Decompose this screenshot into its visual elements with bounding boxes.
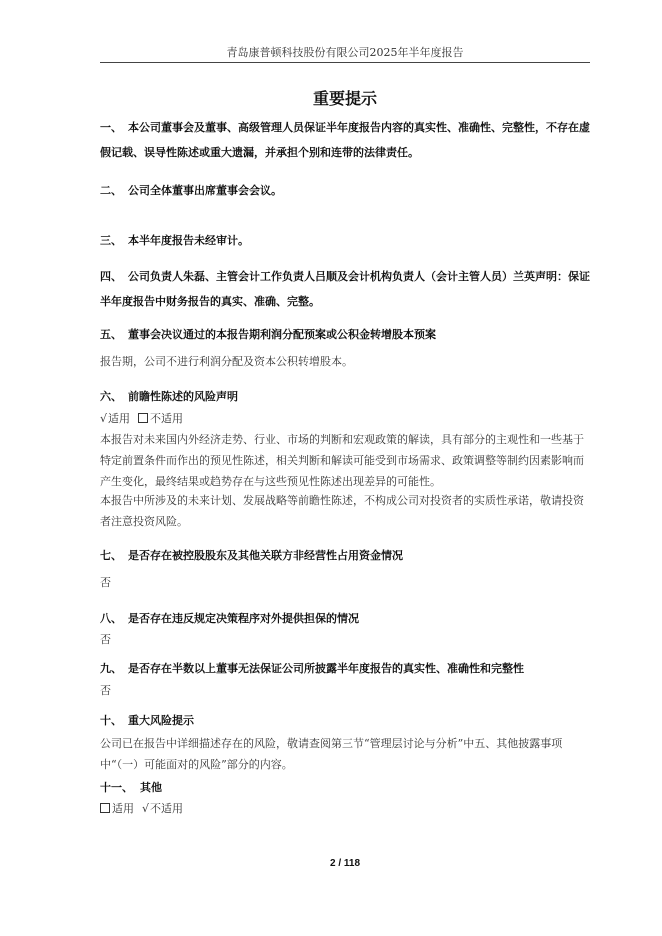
applicable-label: 适用 bbox=[108, 412, 131, 425]
section-3 bbox=[100, 228, 590, 253]
section-6-applicability bbox=[100, 409, 590, 429]
section-6-heading-text: 前瞻性陈述的风险声明 bbox=[128, 390, 238, 403]
section-10-heading-text: 重大风险提示 bbox=[128, 714, 194, 727]
section-10-heading bbox=[100, 708, 590, 733]
running-header: 青岛康普顿科技股份有限公司2025年半年度报告 bbox=[226, 46, 464, 59]
section-3-number: 三、 bbox=[100, 234, 122, 247]
section-11-heading-text: 其他 bbox=[140, 781, 162, 794]
section-9-heading-text: 是否存在半数以上董事无法保证公司所披露半年度报告的真实性、准确性和完整性 bbox=[128, 662, 524, 675]
section-8-number: 八、 bbox=[100, 612, 122, 625]
section-11-number: 十一、 bbox=[100, 781, 133, 794]
section-6-paragraph-1: 本报告对未来国内外经济走势、行业、市场的判断和宏观政策的解读，具有部分的主观性和一些基于特定前置条件而作出的预见性陈述，相关判断和解读可能受到市场需求、政策调整等制约因素影响而产生变化，最终结果或趋势存在与这些预见性陈述出现差异的可能性。 bbox=[100, 433, 584, 488]
header-rule bbox=[100, 62, 590, 63]
page-number: 2 / 118 bbox=[329, 858, 361, 869]
section-4-number: 四、 bbox=[100, 270, 122, 283]
section-8-answer: 否 bbox=[100, 633, 111, 646]
section-7-number: 七、 bbox=[100, 549, 122, 562]
section-9-heading bbox=[100, 656, 590, 681]
empty-checkbox-icon bbox=[138, 413, 148, 423]
section-6-number: 六、 bbox=[100, 390, 122, 403]
section-5-body: 报告期，公司不进行利润分配及资本公积转增股本。 bbox=[100, 355, 353, 368]
section-7-heading-text: 是否存在被控股股东及其他关联方非经营性占用资金情况 bbox=[128, 549, 403, 562]
section-7-heading bbox=[100, 543, 590, 568]
section-9-number: 九、 bbox=[100, 662, 122, 675]
section-2-text: 公司全体董事出席董事会会议。 bbox=[128, 184, 282, 197]
section-9-answer: 否 bbox=[100, 684, 111, 697]
section-5-heading-text: 董事会决议通过的本报告期利润分配预案或公积金转增股本预案 bbox=[128, 328, 436, 341]
not-applicable-label: 不适用 bbox=[150, 802, 184, 815]
not-applicable-label: 不适用 bbox=[150, 412, 184, 425]
section-11-heading bbox=[100, 775, 590, 800]
section-6-paragraph-2: 本报告中所涉及的未来计划、发展战略等前瞻性陈述，不构成公司对投资者的实质性承诺，敬请投资者注意投资风险。 bbox=[100, 494, 584, 528]
section-1 bbox=[100, 115, 590, 165]
section-8-heading-text: 是否存在违反规定决策程序对外提供担保的情况 bbox=[128, 612, 359, 625]
section-2 bbox=[100, 178, 590, 203]
checkmark-icon: √ bbox=[100, 412, 108, 425]
page-title: 重要提示 bbox=[312, 89, 377, 108]
section-8-heading bbox=[100, 606, 590, 631]
section-5-number: 五、 bbox=[100, 328, 122, 341]
section-4 bbox=[100, 264, 590, 314]
empty-checkbox-icon bbox=[100, 803, 110, 813]
section-4-text: 公司负责人朱磊、主管会计工作负责人吕顺及会计机构负责人（会计主管人员）兰英声明：保证半年度报告中财务报告的真实、准确、完整。 bbox=[100, 270, 590, 308]
section-1-number: 一、 bbox=[100, 121, 122, 134]
section-7-answer: 否 bbox=[100, 576, 111, 589]
checkmark-icon: √ bbox=[142, 802, 150, 815]
section-10-body: 公司已在报告中详细描述存在的风险，敬请查阅第三节“管理层讨论与分析”中五、其他披露事项中“（一）可能面对的风险”部分的内容。 bbox=[100, 737, 563, 771]
section-10-number: 十、 bbox=[100, 714, 122, 727]
section-11-applicability bbox=[100, 799, 590, 819]
section-1-text: 本公司董事会及董事、高级管理人员保证半年度报告内容的真实性、准确性、完整性，不存在虚假记载、误导性陈述或重大遗漏，并承担个别和连带的法律责任。 bbox=[100, 121, 590, 159]
section-6-heading bbox=[100, 384, 590, 409]
section-5-heading bbox=[100, 322, 590, 347]
section-3-text: 本半年度报告未经审计。 bbox=[128, 234, 249, 247]
applicable-label: 适用 bbox=[112, 802, 134, 815]
section-2-number: 二、 bbox=[100, 184, 122, 197]
